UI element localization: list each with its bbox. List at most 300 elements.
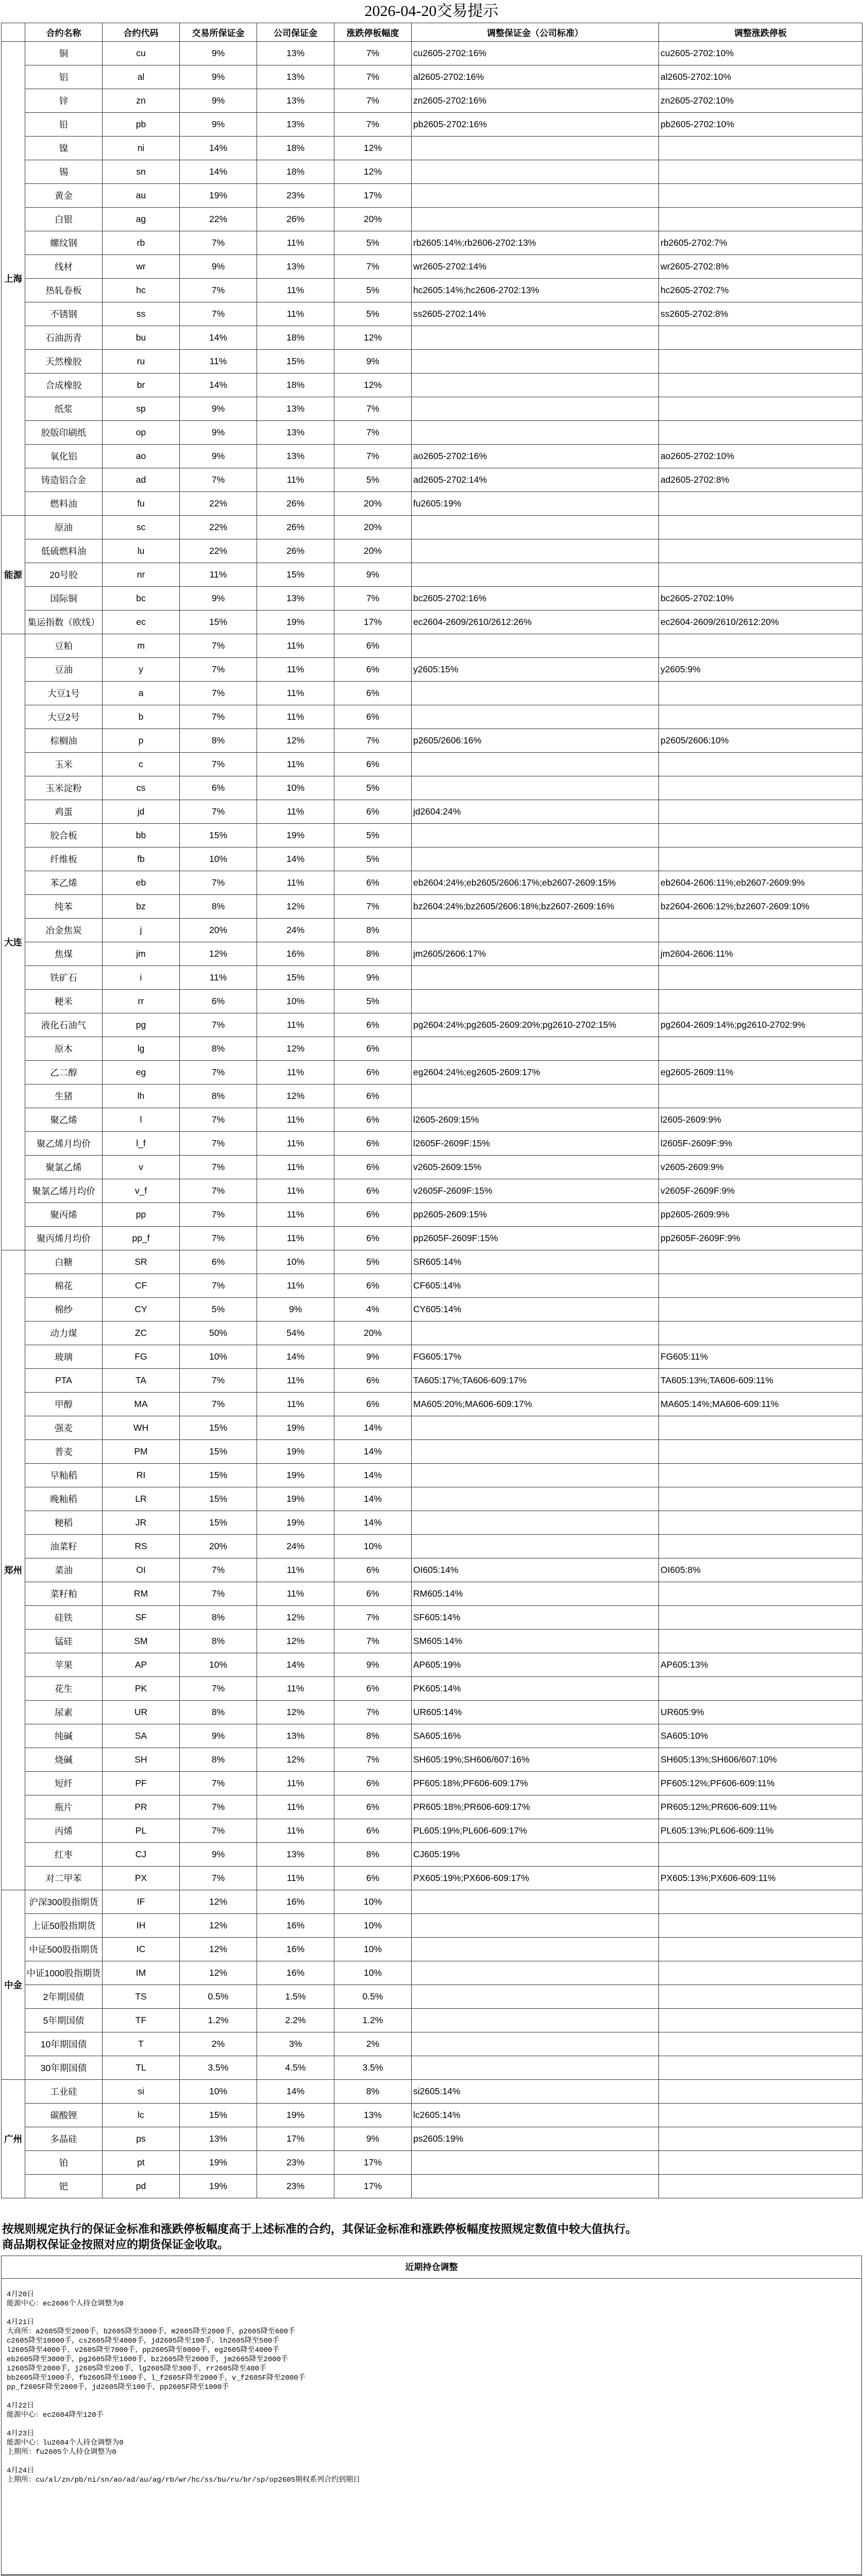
adjusted-limit-cell: v2605-2609:9% (659, 1156, 862, 1179)
adjusted-margin-cell: PR605:18%;PR606-609:17% (412, 1795, 659, 1819)
adjusted-limit-cell (659, 137, 862, 160)
table-row (2, 919, 862, 942)
exchange-label: 大连 (2, 634, 25, 1250)
price-limit-cell: 6% (334, 1772, 412, 1795)
exchange-margin-cell: 10% (180, 1653, 257, 1677)
contract-name-cell: 氧化铝 (25, 445, 103, 468)
exchange-label: 能源 (2, 516, 25, 634)
company-margin-cell: 26% (257, 539, 334, 563)
exchange-margin-cell: 11% (180, 350, 257, 374)
exchange-margin-cell: 15% (180, 1440, 257, 1464)
position-adjustment-section (1, 2256, 862, 2575)
adjusted-margin-cell (412, 374, 659, 397)
table-row (2, 1013, 862, 1037)
contract-code-cell: bc (103, 587, 180, 611)
section-line: 4月24日 (7, 2467, 35, 2475)
table-row (2, 2032, 862, 2056)
adjusted-limit-cell: rb2605-2702:7% (659, 231, 862, 255)
exchange-label: 中金 (2, 1890, 25, 2080)
contract-name-cell: 短纤 (25, 1772, 103, 1795)
exchange-margin-cell: 20% (180, 919, 257, 942)
contract-code-cell: l (103, 1108, 180, 1132)
adjusted-margin-cell: CJ605:19% (412, 1843, 659, 1867)
table-row (2, 1558, 862, 1582)
adjusted-limit-cell: jm2604-2606:11% (659, 942, 862, 966)
company-margin-cell: 18% (257, 326, 334, 350)
adjusted-limit-cell: FG605:11% (659, 1345, 862, 1369)
adjusted-margin-cell (412, 2009, 659, 2032)
contract-name-cell: 合成橡胶 (25, 374, 103, 397)
adjusted-margin-cell (412, 137, 659, 160)
section-line: l2605降至4000手，v2605降至7000手，pp2605降至8000手，eg2605降至4000手 (7, 2346, 280, 2354)
company-margin-cell: 24% (257, 919, 334, 942)
price-limit-cell: 14% (334, 1511, 412, 1535)
table-row (2, 1795, 862, 1819)
contract-code-cell: jd (103, 800, 180, 824)
adjusted-limit-cell: hc2605-2702:7% (659, 279, 862, 302)
table-row (2, 2151, 862, 2175)
exchange-margin-cell: 8% (180, 1701, 257, 1724)
adjusted-limit-cell (659, 2009, 862, 2032)
exchange-margin-cell: 12% (180, 1914, 257, 1938)
section-line: 上期所：fu2605个人持仓调整为0 (7, 2448, 116, 2456)
contract-code-cell: CY (103, 1298, 180, 1321)
contract-code-cell: m (103, 634, 180, 658)
contract-code-cell: lh (103, 1084, 180, 1108)
adjusted-limit-cell (659, 539, 862, 563)
exchange-margin-cell: 7% (180, 302, 257, 326)
company-margin-cell: 11% (257, 1772, 334, 1795)
exchange-margin-cell: 7% (180, 1819, 257, 1843)
contract-name-cell: 大豆1号 (25, 682, 103, 705)
contract-name-cell: 胶版印刷纸 (25, 421, 103, 445)
adjusted-margin-cell: bz2604:24%;bz2605/2606:18%;bz2607-2609:16% (412, 895, 659, 919)
table-row (2, 1274, 862, 1298)
company-margin-cell: 19% (257, 1487, 334, 1511)
adjusted-margin-cell (412, 1037, 659, 1061)
contract-code-cell: eg (103, 1061, 180, 1084)
contract-code-cell: l_f (103, 1132, 180, 1156)
contract-name-cell: 粳米 (25, 990, 103, 1013)
adjusted-limit-cell (659, 824, 862, 848)
table-row (2, 350, 862, 374)
contract-code-cell: sn (103, 160, 180, 184)
adjusted-limit-cell (659, 919, 862, 942)
adjusted-margin-cell (412, 1914, 659, 1938)
section-line: bb2605降至1000手，fb2605降至1000手，l_f2605F降至2000手，v_f2605F降至2000手 (7, 2374, 306, 2382)
exchange-margin-cell: 19% (180, 184, 257, 208)
price-limit-cell: 6% (334, 1061, 412, 1084)
page-title: 2026-04-20交易提示 (364, 3, 499, 20)
company-margin-cell: 12% (257, 1748, 334, 1772)
contract-code-cell: RM (103, 1582, 180, 1606)
company-margin-cell: 11% (257, 302, 334, 326)
company-margin-cell: 23% (257, 184, 334, 208)
contract-code-cell: wr (103, 255, 180, 279)
price-limit-cell: 6% (334, 1108, 412, 1132)
adjusted-margin-cell: SA605:16% (412, 1724, 659, 1748)
contract-name-cell: 30年期国债 (25, 2056, 103, 2080)
company-margin-cell: 19% (257, 2104, 334, 2127)
contract-name-cell: 晚籼稻 (25, 1487, 103, 1511)
contract-name-cell: 普麦 (25, 1440, 103, 1464)
company-margin-cell: 19% (257, 1440, 334, 1464)
adjusted-limit-cell (659, 516, 862, 539)
exchange-margin-cell: 15% (180, 611, 257, 634)
company-margin-cell: 26% (257, 516, 334, 539)
contract-name-cell: 白银 (25, 208, 103, 231)
table-row (2, 374, 862, 397)
price-limit-cell: 7% (334, 397, 412, 421)
adjusted-limit-cell (659, 1084, 862, 1108)
price-limit-cell: 6% (334, 682, 412, 705)
section-line: 4月22日 (7, 2402, 35, 2410)
exchange-margin-cell: 15% (180, 1464, 257, 1487)
contract-code-cell: IF (103, 1890, 180, 1914)
price-limit-cell: 4% (334, 1298, 412, 1321)
exchange-margin-cell: 9% (180, 42, 257, 65)
contract-code-cell: ni (103, 137, 180, 160)
contract-name-cell: 强麦 (25, 1416, 103, 1440)
contract-name-cell: 镍 (25, 137, 103, 160)
section-line: c2605降至10000手，cs2605降至4000手，jd2605降至100手，lh2605降至500手 (7, 2337, 280, 2345)
contract-name-cell: 苹果 (25, 1653, 103, 1677)
contract-name-cell: 黄金 (25, 184, 103, 208)
contract-code-cell: c (103, 753, 180, 776)
company-margin-cell: 11% (257, 1795, 334, 1819)
price-limit-cell: 20% (334, 516, 412, 539)
contract-name-cell: 10年期国债 (25, 2032, 103, 2056)
contract-code-cell: TA (103, 1369, 180, 1393)
price-limit-cell: 6% (334, 1393, 412, 1416)
adjusted-margin-cell (412, 1084, 659, 1108)
adjusted-margin-cell (412, 1321, 659, 1345)
company-margin-cell: 13% (257, 587, 334, 611)
company-margin-cell: 12% (257, 1084, 334, 1108)
contract-code-cell: PL (103, 1819, 180, 1843)
adjusted-limit-cell (659, 1890, 862, 1914)
adjusted-margin-cell: ad2605-2702:14% (412, 468, 659, 492)
contract-code-cell: rb (103, 231, 180, 255)
adjusted-margin-cell: wr2605-2702:14% (412, 255, 659, 279)
contract-name-cell: 螺纹钢 (25, 231, 103, 255)
exchange-margin-cell: 8% (180, 1606, 257, 1630)
table-row (2, 848, 862, 871)
adjusted-margin-cell: si2605:14% (412, 2080, 659, 2104)
company-margin-cell: 11% (257, 1156, 334, 1179)
price-limit-cell: 20% (334, 208, 412, 231)
company-margin-cell: 11% (257, 1227, 334, 1250)
company-margin-cell: 16% (257, 1890, 334, 1914)
contract-code-cell: bz (103, 895, 180, 919)
section-line (7, 2420, 856, 2429)
contract-name-cell: 铁矿石 (25, 966, 103, 990)
contract-name-cell: 聚丙烯月均价 (25, 1227, 103, 1250)
table-row (2, 1630, 862, 1653)
adjusted-limit-cell (659, 2151, 862, 2175)
adjusted-limit-cell: ao2605-2702:10% (659, 445, 862, 468)
adjusted-limit-cell (659, 1250, 862, 1274)
contract-name-cell: 豆油 (25, 658, 103, 682)
adjusted-margin-cell: AP605:19% (412, 1653, 659, 1677)
contract-name-cell: 白糖 (25, 1250, 103, 1274)
adjusted-limit-cell (659, 753, 862, 776)
company-margin-cell: 11% (257, 1013, 334, 1037)
exchange-margin-cell: 10% (180, 2080, 257, 2104)
adjusted-margin-cell: SM605:14% (412, 1630, 659, 1653)
price-limit-cell: 6% (334, 1037, 412, 1061)
exchange-margin-cell: 10% (180, 1345, 257, 1369)
exchange-margin-cell: 7% (180, 753, 257, 776)
contract-name-cell: 棉纱 (25, 1298, 103, 1321)
adjusted-limit-cell: SH605:13%;SH606/607:10% (659, 1748, 862, 1772)
contract-code-cell: FG (103, 1345, 180, 1369)
adjusted-margin-cell (412, 1938, 659, 1961)
company-margin-cell: 26% (257, 208, 334, 231)
adjusted-limit-cell: cu2605-2702:10% (659, 42, 862, 65)
price-limit-cell: 9% (334, 563, 412, 587)
exchange-margin-cell: 7% (180, 279, 257, 302)
exchange-margin-cell: 9% (180, 1843, 257, 1867)
company-margin-cell: 13% (257, 113, 334, 137)
adjusted-margin-cell: pb2605-2702:16% (412, 113, 659, 137)
price-limit-cell: 6% (334, 1227, 412, 1250)
adjusted-margin-cell (412, 2032, 659, 2056)
table-row (2, 1653, 862, 1677)
contract-code-cell: ZC (103, 1321, 180, 1345)
adjusted-margin-cell (412, 1985, 659, 2009)
table-row (2, 871, 862, 895)
table-row (2, 1156, 862, 1179)
price-limit-cell: 12% (334, 374, 412, 397)
table-row (2, 1108, 862, 1132)
header-price-limit: 涨跌停板幅度 (334, 23, 412, 42)
adjusted-margin-cell (412, 1416, 659, 1440)
adjusted-margin-cell (412, 966, 659, 990)
adjusted-limit-cell: ss2605-2702:8% (659, 302, 862, 326)
price-limit-cell: 10% (334, 1961, 412, 1985)
adjusted-limit-cell: pb2605-2702:10% (659, 113, 862, 137)
company-margin-cell: 11% (257, 1867, 334, 1890)
adjusted-limit-cell (659, 1511, 862, 1535)
contract-code-cell: rr (103, 990, 180, 1013)
price-limit-cell: 7% (334, 42, 412, 65)
price-limit-cell: 6% (334, 1132, 412, 1156)
adjusted-limit-cell: TA605:13%;TA606-609:11% (659, 1369, 862, 1393)
price-limit-cell: 7% (334, 1701, 412, 1724)
adjusted-margin-cell: PL605:19%;PL606-609:17% (412, 1819, 659, 1843)
price-limit-cell: 9% (334, 1653, 412, 1677)
company-margin-cell: 19% (257, 824, 334, 848)
adjusted-limit-cell (659, 184, 862, 208)
table-row (2, 445, 862, 468)
price-limit-cell: 5% (334, 1250, 412, 1274)
exchange-margin-cell: 6% (180, 776, 257, 800)
price-limit-cell: 6% (334, 1867, 412, 1890)
adjusted-margin-cell (412, 421, 659, 445)
contract-name-cell: 聚乙烯月均价 (25, 1132, 103, 1156)
table-row (2, 1985, 862, 2009)
contract-code-cell: pp (103, 1203, 180, 1227)
contract-name-cell: 动力煤 (25, 1321, 103, 1345)
contract-name-cell: 玉米淀粉 (25, 776, 103, 800)
table-row (2, 1321, 862, 1345)
adjusted-margin-cell: v2605-2609:15% (412, 1156, 659, 1179)
adjusted-limit-cell (659, 374, 862, 397)
contract-name-cell: 锌 (25, 89, 103, 113)
adjusted-margin-cell: CY605:14% (412, 1298, 659, 1321)
price-limit-cell: 17% (334, 184, 412, 208)
adjusted-margin-cell: UR605:14% (412, 1701, 659, 1724)
price-limit-cell: 7% (334, 65, 412, 89)
price-limit-cell: 17% (334, 2151, 412, 2175)
contract-name-cell: 线材 (25, 255, 103, 279)
price-limit-cell: 3.5% (334, 2056, 412, 2080)
company-margin-cell: 16% (257, 1938, 334, 1961)
adjusted-margin-cell (412, 2056, 659, 2080)
company-margin-cell: 13% (257, 255, 334, 279)
adjusted-margin-cell (412, 563, 659, 587)
contract-code-cell: TF (103, 2009, 180, 2032)
adjusted-limit-cell: y2605:9% (659, 658, 862, 682)
exchange-margin-cell: 11% (180, 563, 257, 587)
price-limit-cell: 5% (334, 848, 412, 871)
exchange-margin-cell: 7% (180, 1369, 257, 1393)
contract-code-cell: pt (103, 2151, 180, 2175)
section-line: eb2605降至3000手，pg2605降至1000手，bz2605降至2000手，jm2605降至2000手 (7, 2355, 289, 2364)
adjusted-limit-cell: v2605F-2609F:9% (659, 1179, 862, 1203)
adjusted-limit-cell (659, 1582, 862, 1606)
company-margin-cell: 12% (257, 1630, 334, 1653)
company-margin-cell: 18% (257, 137, 334, 160)
price-limit-cell: 6% (334, 1819, 412, 1843)
contract-code-cell: PM (103, 1440, 180, 1464)
adjusted-limit-cell: bz2604-2606:12%;bz2607-2609:10% (659, 895, 862, 919)
company-margin-cell: 23% (257, 2151, 334, 2175)
adjusted-limit-cell: MA605:14%;MA606-609:11% (659, 1393, 862, 1416)
exchange-margin-cell: 9% (180, 65, 257, 89)
exchange-margin-cell: 7% (180, 1179, 257, 1203)
price-limit-cell: 5% (334, 231, 412, 255)
exchange-margin-cell: 7% (180, 1274, 257, 1298)
table-row (2, 279, 862, 302)
table-row (2, 1298, 862, 1321)
company-margin-cell: 13% (257, 42, 334, 65)
contract-name-cell: 上证50股指期货 (25, 1914, 103, 1938)
exchange-margin-cell: 22% (180, 208, 257, 231)
contract-code-cell: AP (103, 1653, 180, 1677)
table-row (2, 658, 862, 682)
contract-code-cell: TL (103, 2056, 180, 2080)
table-row (2, 302, 862, 326)
adjusted-limit-cell (659, 1985, 862, 2009)
company-margin-cell: 11% (257, 682, 334, 705)
exchange-margin-cell: 9% (180, 421, 257, 445)
adjusted-margin-cell: pg2604:24%;pg2605-2609:20%;pg2610-2702:15% (412, 1013, 659, 1037)
contract-code-cell: al (103, 65, 180, 89)
table-row (2, 753, 862, 776)
price-limit-cell: 6% (334, 1795, 412, 1819)
adjusted-limit-cell: bc2605-2702:10% (659, 587, 862, 611)
contract-code-cell: pg (103, 1013, 180, 1037)
exchange-margin-cell: 6% (180, 1250, 257, 1274)
exchange-margin-cell: 9% (180, 587, 257, 611)
adjusted-margin-cell: pp2605F-2609F:15% (412, 1227, 659, 1250)
exchange-margin-cell: 12% (180, 942, 257, 966)
table-row (2, 2127, 862, 2151)
company-margin-cell: 11% (257, 1061, 334, 1084)
contract-name-cell: 钯 (25, 2175, 103, 2198)
exchange-margin-cell: 6% (180, 990, 257, 1013)
section-line (7, 2392, 856, 2401)
company-margin-cell: 14% (257, 848, 334, 871)
table-row (2, 397, 862, 421)
contract-code-cell: fu (103, 492, 180, 516)
company-margin-cell: 24% (257, 1535, 334, 1558)
header-exchange (2, 23, 25, 42)
contract-name-cell: 生猪 (25, 1084, 103, 1108)
adjusted-margin-cell: PK605:14% (412, 1677, 659, 1701)
exchange-margin-cell: 13% (180, 2127, 257, 2151)
price-limit-cell: 7% (334, 1748, 412, 1772)
exchange-margin-cell: 7% (180, 634, 257, 658)
price-limit-cell: 9% (334, 966, 412, 990)
adjusted-margin-cell (412, 516, 659, 539)
adjusted-limit-cell: l2605-2609:9% (659, 1108, 862, 1132)
header-adjusted-limit: 调整涨跌停板 (659, 23, 862, 42)
exchange-margin-cell: 8% (180, 729, 257, 753)
adjusted-margin-cell: rb2605:14%;rb2606-2702:13% (412, 231, 659, 255)
table-row (2, 468, 862, 492)
price-limit-cell: 8% (334, 919, 412, 942)
company-margin-cell: 12% (257, 729, 334, 753)
table-row (2, 1179, 862, 1203)
company-margin-cell: 16% (257, 1961, 334, 1985)
adjusted-limit-cell: pg2604-2609:14%;pg2610-2702:9% (659, 1013, 862, 1037)
price-limit-cell: 10% (334, 1890, 412, 1914)
contract-name-cell: 冶金焦炭 (25, 919, 103, 942)
company-margin-cell: 13% (257, 1724, 334, 1748)
adjusted-margin-cell: jm2605/2606:17% (412, 942, 659, 966)
table-row (2, 231, 862, 255)
price-limit-cell: 7% (334, 729, 412, 753)
adjusted-limit-cell (659, 208, 862, 231)
company-margin-cell: 18% (257, 160, 334, 184)
adjusted-limit-cell (659, 2056, 862, 2080)
contract-code-cell: RI (103, 1464, 180, 1487)
adjusted-margin-cell: FG605:17% (412, 1345, 659, 1369)
price-limit-cell: 8% (334, 942, 412, 966)
adjusted-margin-cell (412, 397, 659, 421)
contract-name-cell: 聚氯乙烯 (25, 1156, 103, 1179)
adjusted-limit-cell (659, 421, 862, 445)
contract-name-cell: 焦煤 (25, 942, 103, 966)
price-limit-cell: 6% (334, 1369, 412, 1393)
contract-name-cell: 纸浆 (25, 397, 103, 421)
company-margin-cell: 15% (257, 350, 334, 374)
exchange-margin-cell: 14% (180, 374, 257, 397)
table-row (2, 1867, 862, 1890)
company-margin-cell: 16% (257, 942, 334, 966)
table-row (2, 2009, 862, 2032)
adjusted-limit-cell (659, 1961, 862, 1985)
adjusted-limit-cell (659, 2080, 862, 2104)
adjusted-limit-cell (659, 1843, 862, 1867)
contract-name-cell: 纯苯 (25, 895, 103, 919)
price-limit-cell: 8% (334, 2080, 412, 2104)
adjusted-limit-cell: zn2605-2702:10% (659, 89, 862, 113)
exchange-margin-cell: 7% (180, 231, 257, 255)
